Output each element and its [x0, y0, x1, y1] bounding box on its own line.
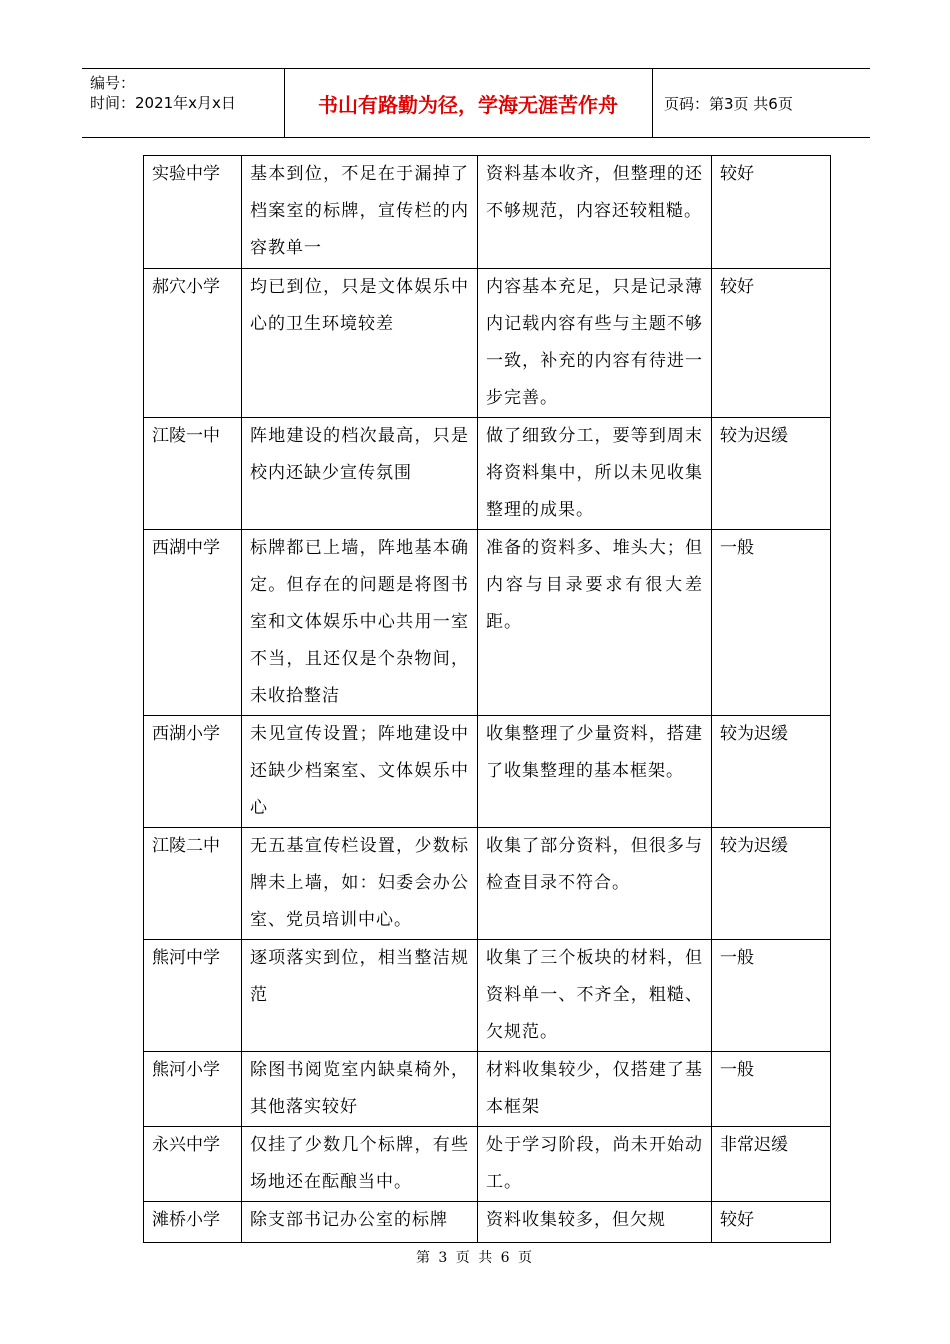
- page-header: [82, 68, 870, 138]
- inspection-table-body: [144, 156, 831, 1243]
- rating-cell: 较好: [712, 1202, 831, 1243]
- rating-cell: 较好: [712, 269, 831, 418]
- table-row: [144, 418, 831, 530]
- rating-cell: 较好: [712, 156, 831, 269]
- materials-status-cell: 收集整理了少量资料，搭建了收集整理的基本框架。: [478, 716, 712, 828]
- table-row: [144, 828, 831, 940]
- materials-status-cell: 收集了部分资料，但很多与检查目录不符合。: [478, 828, 712, 940]
- school-name-cell: 江陵一中: [144, 418, 242, 530]
- school-name-cell: 西湖小学: [144, 716, 242, 828]
- site-status-cell: 除支部书记办公室的标牌: [242, 1202, 478, 1243]
- materials-status-cell: 资料收集较多，但欠规: [478, 1202, 712, 1243]
- document-date: 时间：2021年x月x日: [90, 94, 236, 112]
- table-row: [144, 940, 831, 1052]
- school-name-cell: 江陵二中: [144, 828, 242, 940]
- rating-cell: 较为迟缓: [712, 828, 831, 940]
- table-row: [144, 156, 831, 269]
- site-status-cell: 阵地建设的档次最高，只是校内还缺少宣传氛围: [242, 418, 478, 530]
- materials-status-cell: 收集了三个板块的材料，但资料单一、不齐全，粗糙、欠规范。: [478, 940, 712, 1052]
- site-status-cell: 逐项落实到位，相当整洁规范: [242, 940, 478, 1052]
- school-name-cell: 永兴中学: [144, 1127, 242, 1202]
- rating-cell: 较为迟缓: [712, 716, 831, 828]
- inspection-table: [143, 155, 831, 1243]
- school-name-cell: 滩桥小学: [144, 1202, 242, 1243]
- school-name-cell: 实验中学: [144, 156, 242, 269]
- site-status-cell: 均已到位，只是文体娱乐中心的卫生环境较差: [242, 269, 478, 418]
- site-status-cell: 除图书阅览室内缺桌椅外，其他落实较好: [242, 1052, 478, 1127]
- header-page-code: 页码：第3页 共6页: [664, 94, 793, 113]
- school-name-cell: 郝穴小学: [144, 269, 242, 418]
- materials-status-cell: 处于学习阶段，尚未开始动工。: [478, 1127, 712, 1202]
- table-row: [144, 1202, 831, 1243]
- site-status-cell: 仅挂了少数几个标牌，有些场地还在酝酿当中。: [242, 1127, 478, 1202]
- rating-cell: 较为迟缓: [712, 418, 831, 530]
- materials-status-cell: 资料基本收齐，但整理的还不够规范，内容还较粗糙。: [478, 156, 712, 269]
- site-status-cell: 无五基宣传栏设置，少数标牌未上墙，如：妇委会办公室、党员培训中心。: [242, 828, 478, 940]
- rating-cell: 一般: [712, 530, 831, 716]
- school-name-cell: 熊河小学: [144, 1052, 242, 1127]
- site-status-cell: 基本到位，不足在于漏掉了档案室的标牌，宣传栏的内容教单一: [242, 156, 478, 269]
- table-row: [144, 1127, 831, 1202]
- materials-status-cell: 内容基本充足，只是记录薄内记载内容有些与主题不够一致，补充的内容有待进一步完善。: [478, 269, 712, 418]
- rating-cell: 一般: [712, 1052, 831, 1127]
- page-footer: 第 3 页 共 6 页: [415, 1250, 535, 1266]
- site-status-cell: 未见宣传设置；阵地建设中还缺少档案室、文体娱乐中心: [242, 716, 478, 828]
- materials-status-cell: 做了细致分工，要等到周末将资料集中，所以未见收集整理的成果。: [478, 418, 712, 530]
- document-number-label: 编号：: [90, 74, 136, 92]
- table-row: [144, 716, 831, 828]
- school-name-cell: 熊河中学: [144, 940, 242, 1052]
- materials-status-cell: 准备的资料多、堆头大；但内容与目录要求有很大差距。: [478, 530, 712, 716]
- header-meta: [82, 69, 285, 137]
- site-status-cell: 标牌都已上墙，阵地基本确定。但存在的问题是将图书室和文体娱乐中心共用一室不当，且还仅是个杂物间，未收拾整洁: [242, 530, 478, 716]
- rating-cell: 一般: [712, 940, 831, 1052]
- rating-cell: 非常迟缓: [712, 1127, 831, 1202]
- table-row: [144, 530, 831, 716]
- materials-status-cell: 材料收集较少，仅搭建了基本框架: [478, 1052, 712, 1127]
- school-name-cell: 西湖中学: [144, 530, 242, 716]
- table-row: [144, 269, 831, 418]
- table-row: [144, 1052, 831, 1127]
- header-motto: 书山有路勤为径，学海无涯苦作舟: [284, 69, 653, 137]
